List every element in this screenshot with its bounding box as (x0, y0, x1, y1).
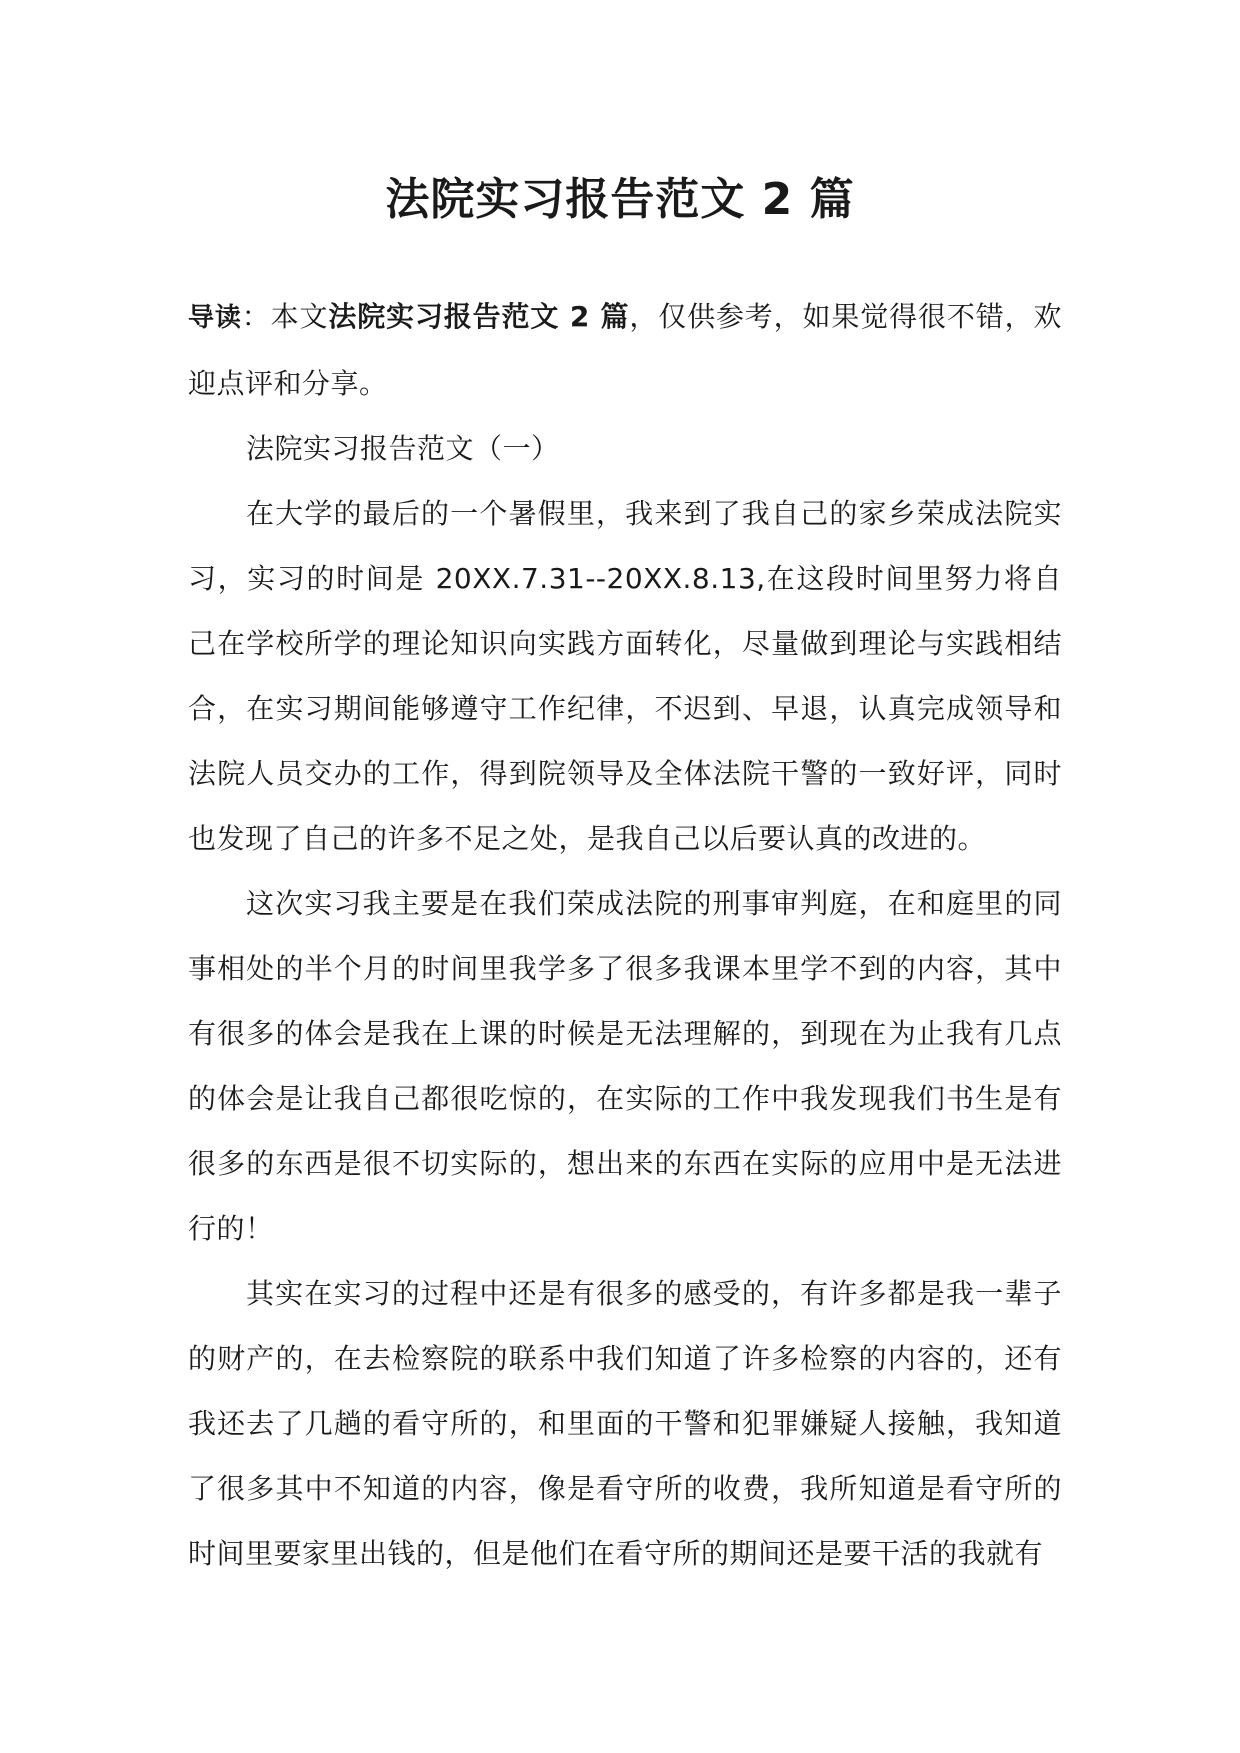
section-heading: 法院实习报告范文（一） (246, 432, 560, 465)
document-title: 法院实习报告范文 2 篇 (385, 174, 855, 225)
lead-suffix: ，仅供参考，如果觉得很不错，欢迎点评和分享。 (188, 300, 1062, 400)
document-body (188, 284, 1062, 1586)
lead-label: 导读 (188, 303, 242, 333)
lead-separator: ： (241, 300, 271, 333)
lead-paragraph (188, 284, 1062, 416)
body-paragraph: 这次实习我主要是在我们荣成法院的刑事审判庭，在和庭里的同事相处的半个月的时间里我学多了很多我课本里学不到的内容，其中有很多的体会是我在上课的时候是无法理解的，到现在为止我有几点的体会是让我自己都很吃惊的，在实际的工作中我发现我们书生是有很多的东西是很不切实际的，想出来的东西在实际的应用中是无法进行的！ (188, 887, 1062, 1245)
body-paragraph: 其实在实习的过程中还是有很多的感受的，有许多都是我一辈子的财产的，在去检察院的联系中我们知道了许多检察的内容的，还有我还去了几趟的看守所的，和里面的干警和犯罪嫌疑人接触，我知道了很多其中不知道的内容，像是看守所的收费，我所知道是看守所的时间里要家里出钱的，但是他们在看守所的期间还是要干活的我就有 (188, 1277, 1062, 1570)
body-paragraph: 在大学的最后的一个暑假里，我来到了我自己的家乡荣成法院实习，实习的时间是 20XX.7.31--20XX.8.13,在这段时间里努力将自己在学校所学的理论知识向实践方面转化，尽量做到理论与实践相结合，在实习期间能够遵守工作纪律，不迟到、早退，认真完成领导和法院人员交办的工作，得到院领导及全体法院干警的一致好评，同时也发现了自己的许多不足之处，是我自己以后要认真的改进的。 (188, 497, 1062, 855)
lead-prefix: 本文 (270, 300, 329, 333)
lead-title: 法院实习报告范文 2 篇 (328, 300, 630, 333)
